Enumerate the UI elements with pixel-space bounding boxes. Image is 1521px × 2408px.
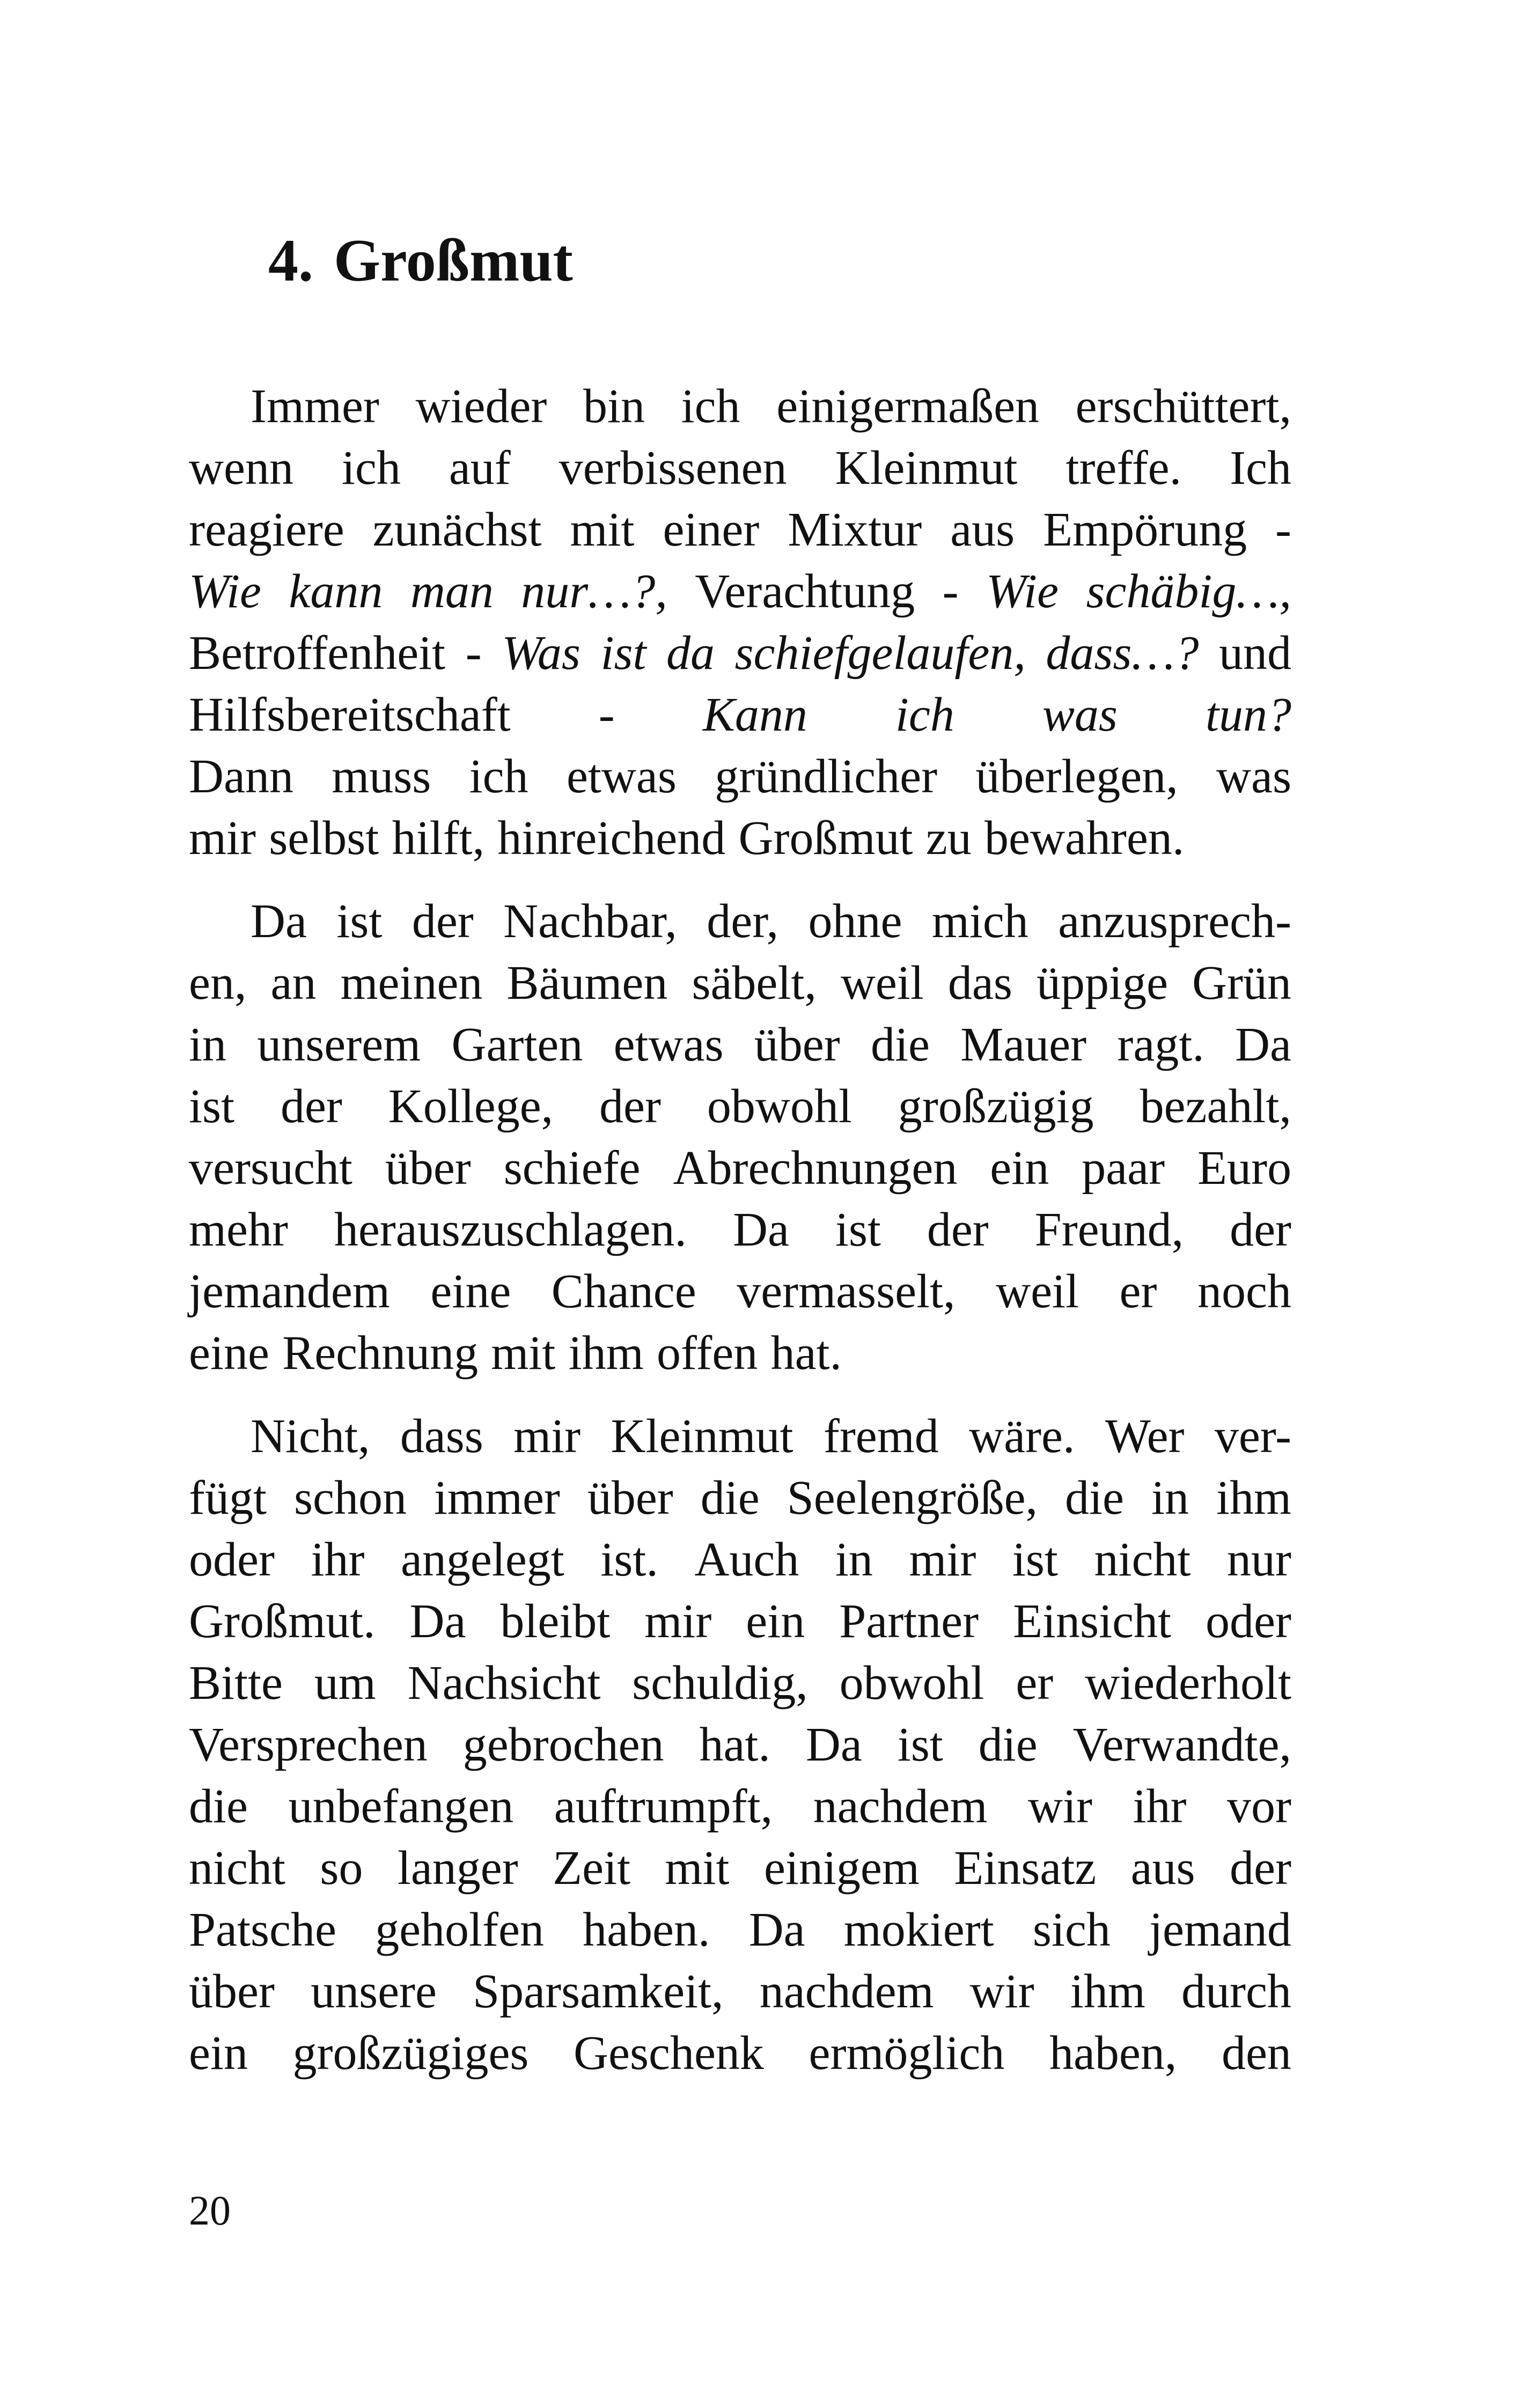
text-line: [189, 684, 1291, 746]
word: aus: [950, 503, 1015, 556]
word: en,: [189, 956, 247, 1010]
word: bewahren.: [984, 812, 1185, 865]
word: Großmut.: [189, 1595, 376, 1648]
word: schuldig,: [632, 1656, 808, 1710]
italic-word: da: [666, 627, 715, 680]
italic-word: schäbig…,: [1086, 565, 1291, 618]
word: wenn: [189, 441, 293, 495]
text-line: [189, 2022, 1291, 2084]
word: Zeit: [553, 1842, 631, 1895]
word: Versprechen: [189, 1718, 428, 1771]
text-line: [189, 807, 1291, 869]
word: mit: [491, 1327, 556, 1380]
word: über: [189, 1965, 275, 2018]
word: ich: [681, 380, 740, 433]
word: ich: [341, 441, 401, 495]
word: ermöglich: [809, 2027, 1005, 2080]
word: in: [189, 1018, 227, 1071]
word: der: [280, 1080, 342, 1133]
text-line: [189, 1837, 1291, 1899]
word: mir: [189, 812, 256, 865]
word: Empörung: [1043, 503, 1247, 556]
text-line: [189, 1137, 1291, 1199]
word: erschüttert,: [1075, 380, 1291, 433]
word: mir: [909, 1533, 976, 1586]
word: ist: [1012, 1533, 1058, 1586]
italic-word: schiefgelaufen,: [734, 627, 1026, 680]
word: ihm: [1216, 1471, 1291, 1525]
word: Betroffenheit: [189, 627, 446, 680]
word: der: [1230, 1203, 1291, 1256]
italic-word: Wie: [189, 565, 261, 618]
word: weil: [840, 956, 924, 1010]
word: zu: [925, 812, 972, 865]
word: vermasselt,: [737, 1265, 956, 1318]
word: Nicht,: [251, 1410, 370, 1463]
word: ich: [469, 750, 528, 803]
word: wiederholt: [1085, 1656, 1291, 1710]
word: in: [1151, 1471, 1189, 1525]
word: fremd: [823, 1410, 939, 1463]
word: ein: [990, 1142, 1049, 1195]
word: Da: [748, 1903, 805, 1956]
word: ist: [189, 1080, 235, 1133]
text-line: [189, 1652, 1291, 1714]
word: Auch: [694, 1533, 799, 1586]
word: angelegt: [400, 1533, 564, 1586]
word: noch: [1197, 1265, 1291, 1318]
word: Ich: [1230, 441, 1291, 495]
word: Garten: [451, 1018, 583, 1071]
word: Abrechnungen: [673, 1142, 958, 1195]
word: eine: [189, 1327, 269, 1380]
word: hilft,: [392, 812, 485, 865]
word: säbelt,: [692, 956, 817, 1010]
word: haben.: [583, 1903, 710, 1956]
italic-word: ich: [895, 688, 954, 741]
word: -: [465, 627, 482, 680]
word: ihm: [1070, 1965, 1145, 2018]
word: ohne: [808, 895, 902, 948]
word: das: [947, 956, 1012, 1010]
word: zunächst: [372, 503, 542, 556]
word: Da: [732, 1203, 789, 1256]
word: einigem: [763, 1842, 920, 1895]
word: die: [700, 1471, 760, 1525]
word: treffe.: [1066, 441, 1182, 495]
word: herauszuschlagen.: [334, 1203, 687, 1256]
word: er: [1016, 1656, 1054, 1710]
chapter-title: [268, 227, 573, 294]
word: dass: [400, 1410, 483, 1463]
word: über: [587, 1471, 673, 1525]
word: muss: [332, 750, 431, 803]
word: selbst: [269, 812, 379, 865]
italic-word: ist: [600, 627, 646, 680]
word: -: [1275, 503, 1291, 556]
text-line: [189, 1322, 1291, 1384]
word: schiefe: [503, 1142, 641, 1195]
word: Nachsicht: [407, 1656, 601, 1710]
word: obwohl: [839, 1656, 984, 1710]
word: Einsatz: [954, 1842, 1097, 1895]
text-line: [189, 1467, 1291, 1529]
word: mit: [665, 1842, 730, 1895]
word: langer: [397, 1842, 518, 1895]
word: er: [1119, 1265, 1157, 1318]
word: über: [754, 1018, 840, 1071]
page-number: 20: [189, 2187, 231, 2234]
word: fügt: [189, 1471, 267, 1525]
word: hinreichend: [497, 812, 726, 865]
word: in: [835, 1533, 873, 1586]
word: die: [978, 1718, 1038, 1771]
word: etwas: [566, 750, 677, 803]
word: Partner: [839, 1595, 979, 1648]
word: Verachtung: [695, 565, 915, 618]
word: durch: [1181, 1965, 1291, 2018]
italic-word: man: [410, 565, 494, 618]
word: ein: [746, 1595, 805, 1648]
word: obwohl: [707, 1080, 852, 1133]
word: bin: [583, 380, 645, 433]
word: ein: [189, 2027, 248, 2080]
word: reagiere: [189, 503, 344, 556]
word: ver-: [1214, 1410, 1291, 1463]
word: hat.: [770, 1327, 842, 1380]
italic-word: was: [1042, 688, 1118, 741]
word: wir: [1027, 1780, 1092, 1833]
word: Einsicht: [1013, 1595, 1172, 1648]
word: nicht: [1094, 1533, 1191, 1586]
word: immer: [433, 1471, 560, 1525]
word: der: [412, 895, 474, 948]
italic-word: kann: [289, 565, 383, 618]
word: Mixtur: [788, 503, 922, 556]
word: Rechnung: [282, 1327, 479, 1380]
word: sich: [1032, 1903, 1111, 1956]
word: anzusprech-: [1058, 895, 1291, 948]
word: offen: [657, 1327, 758, 1380]
paragraph: [189, 1405, 1291, 2084]
word: Sparsamkeit,: [473, 1965, 724, 2018]
text-line: [189, 1961, 1291, 2022]
word: weil: [996, 1265, 1079, 1318]
word: wieder: [415, 380, 547, 433]
chapter-title-text: Großmut: [334, 227, 573, 294]
word: Wer: [1105, 1410, 1185, 1463]
word: auf: [449, 441, 511, 495]
word: um: [314, 1656, 376, 1710]
text-line: [189, 1261, 1291, 1322]
word: oder: [189, 1533, 275, 1586]
word: Freund,: [1034, 1203, 1184, 1256]
word: versucht: [189, 1142, 352, 1195]
word: Immer: [251, 380, 379, 433]
word: einigermaßen: [776, 380, 1040, 433]
italic-word: Was: [502, 627, 581, 680]
word: der: [599, 1080, 661, 1133]
word: aus: [1130, 1842, 1195, 1895]
word: so: [320, 1842, 363, 1895]
word: geholfen: [375, 1903, 544, 1956]
word: vor: [1226, 1780, 1291, 1833]
word: ist.: [600, 1533, 658, 1586]
word: überlegen,: [975, 750, 1178, 803]
word: nachdem: [759, 1965, 934, 2018]
chapter-number: 4.: [268, 227, 313, 294]
italic-word: dass…?: [1046, 627, 1199, 680]
body-text: [189, 375, 1291, 2105]
word: mit: [570, 503, 635, 556]
word: die: [1065, 1471, 1124, 1525]
word: meinen: [340, 956, 483, 1010]
word: der: [927, 1203, 989, 1256]
word: Euro: [1197, 1142, 1291, 1195]
word: ihr: [1133, 1780, 1187, 1833]
word: Bitte: [189, 1656, 283, 1710]
word: Kleinmut: [835, 441, 1018, 495]
text-line: [189, 1014, 1291, 1076]
text-line: [189, 1714, 1291, 1776]
text-line: [189, 622, 1291, 684]
word: wäre.: [969, 1410, 1075, 1463]
word: Nachbar,: [503, 895, 677, 948]
word: jemand: [1149, 1903, 1291, 1956]
word: Da: [409, 1595, 466, 1648]
word: Da: [1235, 1018, 1291, 1071]
text-line: [189, 952, 1291, 1014]
word: schon: [293, 1471, 407, 1525]
text-line: [189, 890, 1291, 952]
italic-word: nur…?,: [521, 565, 667, 618]
text-line: [189, 375, 1291, 437]
word: der: [1230, 1842, 1291, 1895]
word: Da: [805, 1718, 862, 1771]
word: haben,: [1049, 2027, 1177, 2080]
italic-word: tun?: [1205, 688, 1291, 741]
text-line: [189, 1776, 1291, 1837]
word: mich: [931, 895, 1028, 948]
word: -: [598, 688, 615, 741]
italic-word: Kann: [702, 688, 807, 741]
word: etwas: [613, 1018, 724, 1071]
word: großzügig: [898, 1080, 1094, 1133]
word: Kleinmut: [611, 1410, 793, 1463]
word: Grün: [1192, 956, 1291, 1010]
word: ist: [835, 1203, 881, 1256]
word: Großmut: [738, 812, 913, 865]
word: verbissenen: [559, 441, 787, 495]
word: bezahlt,: [1140, 1080, 1291, 1133]
word: Dann: [189, 750, 293, 803]
word: paar: [1082, 1142, 1165, 1195]
word: mir: [513, 1410, 581, 1463]
word: Mauer: [960, 1018, 1087, 1071]
text-line: [189, 1590, 1291, 1652]
text-line: [189, 1899, 1291, 1961]
word: unsere: [311, 1965, 437, 2018]
word: Patsche: [189, 1903, 336, 1956]
paragraph: [189, 375, 1291, 869]
word: ist: [336, 895, 383, 948]
word: was: [1216, 750, 1291, 803]
word: den: [1221, 2027, 1291, 2080]
text-line: [189, 746, 1291, 807]
word: auftrumpft,: [554, 1780, 773, 1833]
word: mehr: [189, 1203, 288, 1256]
word: gebrochen: [462, 1718, 664, 1771]
word: Kollege,: [388, 1080, 554, 1133]
word: oder: [1206, 1595, 1291, 1648]
word: gründlicher: [715, 750, 938, 803]
word: jemandem: [189, 1265, 390, 1318]
text-line: [189, 1405, 1291, 1467]
word: Chance: [551, 1265, 696, 1318]
word: der,: [707, 895, 779, 948]
word: ihm: [568, 1327, 644, 1380]
word: eine: [430, 1265, 511, 1318]
word: großzügiges: [292, 2027, 529, 2080]
word: nicht: [189, 1842, 285, 1895]
word: einer: [663, 503, 760, 556]
word: hat.: [699, 1718, 770, 1771]
word: nachdem: [813, 1780, 988, 1833]
word: an: [270, 956, 317, 1010]
text-line: [189, 437, 1291, 499]
text-line: [189, 1076, 1291, 1137]
text-line: [189, 1529, 1291, 1590]
word: ist: [897, 1718, 943, 1771]
word: mir: [644, 1595, 712, 1648]
word: wir: [969, 1965, 1034, 2018]
word: Bäumen: [506, 956, 668, 1010]
word: -: [942, 565, 959, 618]
word: und: [1218, 627, 1291, 680]
word: Da: [251, 895, 307, 948]
word: über: [385, 1142, 471, 1195]
word: die: [189, 1780, 248, 1833]
text-line: [189, 499, 1291, 561]
paragraph: [189, 890, 1291, 1384]
text-line: [189, 1199, 1291, 1261]
word: ragt.: [1117, 1018, 1204, 1071]
word: üppige: [1036, 956, 1168, 1010]
word: mokiert: [843, 1903, 994, 1956]
text-line: [189, 561, 1291, 622]
word: bleibt: [500, 1595, 611, 1648]
word: Hilfsbereitschaft: [189, 688, 511, 741]
word: unbefangen: [288, 1780, 514, 1833]
word: die: [870, 1018, 930, 1071]
word: unserem: [257, 1018, 421, 1071]
word: Geschenk: [574, 2027, 764, 2080]
word: Seelengröße,: [787, 1471, 1038, 1525]
word: nur: [1226, 1533, 1291, 1586]
word: ihr: [311, 1533, 365, 1586]
word: Verwandte,: [1072, 1718, 1291, 1771]
italic-word: Wie: [986, 565, 1059, 618]
